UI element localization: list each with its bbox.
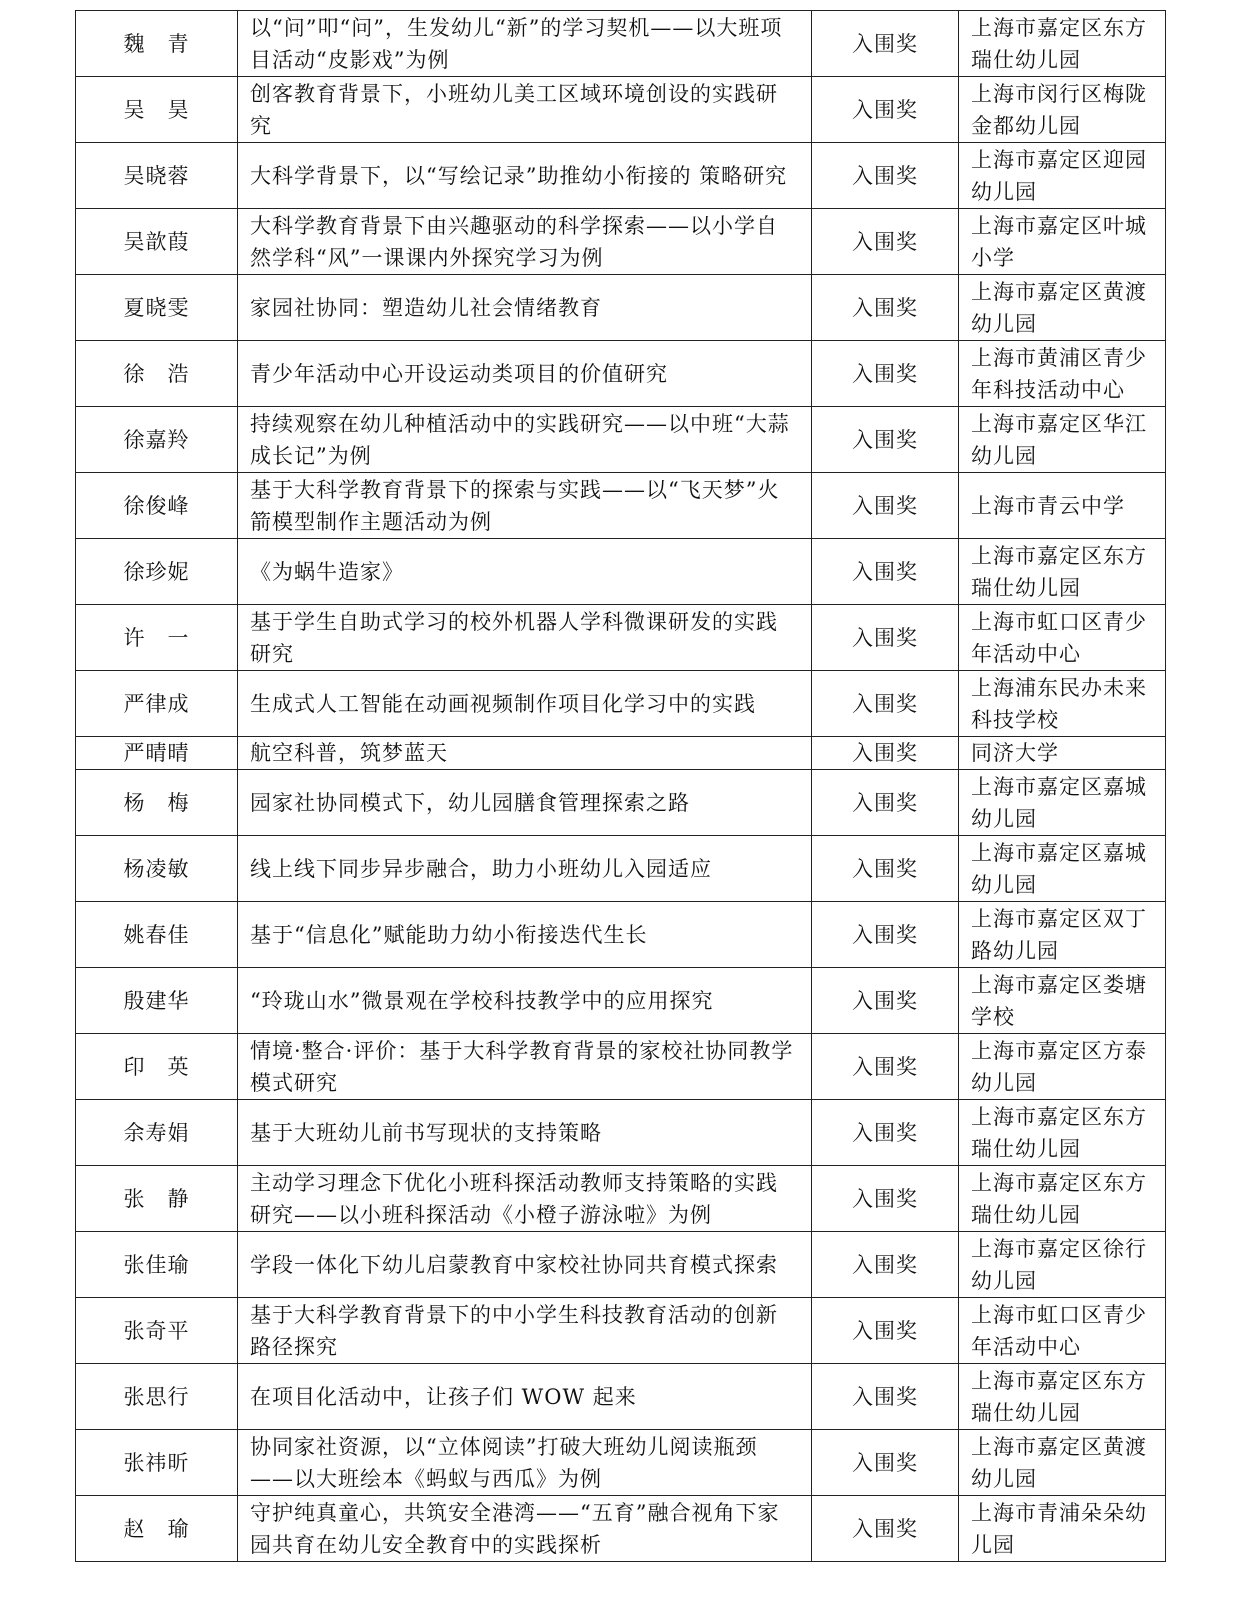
paper-title: 创客教育背景下，小班幼儿美工区域环境创设的实践研究	[238, 77, 812, 143]
author-name: 吴 昊	[76, 77, 238, 143]
author-name: 张奇平	[76, 1298, 238, 1364]
paper-title: 线上线下同步异步融合，助力小班幼儿入园适应	[238, 836, 812, 902]
paper-title: 青少年活动中心开设运动类项目的价值研究	[238, 341, 812, 407]
table-row	[76, 407, 1166, 473]
paper-title: 大科学教育背景下由兴趣驱动的科学探索——以小学自然学科“风”一课课内外探究学习为例	[238, 209, 812, 275]
organization: 上海市虹口区青少年活动中心	[959, 1298, 1166, 1364]
author-name: 杨凌敏	[76, 836, 238, 902]
table-row	[76, 11, 1166, 77]
award-level: 入围奖	[812, 11, 959, 77]
award-level: 入围奖	[812, 1166, 959, 1232]
author-name: 吴歆葭	[76, 209, 238, 275]
author-name: 徐珍妮	[76, 539, 238, 605]
author-name: 严律成	[76, 671, 238, 737]
table-row	[76, 143, 1166, 209]
awards-table	[75, 10, 1166, 1562]
award-level: 入围奖	[812, 671, 959, 737]
award-level: 入围奖	[812, 968, 959, 1034]
table-row	[76, 473, 1166, 539]
organization: 上海市嘉定区徐行幼儿园	[959, 1232, 1166, 1298]
award-level: 入围奖	[812, 836, 959, 902]
author-name: 徐俊峰	[76, 473, 238, 539]
organization: 上海市嘉定区华江幼儿园	[959, 407, 1166, 473]
award-level: 入围奖	[812, 770, 959, 836]
paper-title: 生成式人工智能在动画视频制作项目化学习中的实践	[238, 671, 812, 737]
award-level: 入围奖	[812, 1034, 959, 1100]
award-level: 入围奖	[812, 1232, 959, 1298]
paper-title: 《为蜗牛造家》	[238, 539, 812, 605]
author-name: 徐嘉羚	[76, 407, 238, 473]
author-name: 印 英	[76, 1034, 238, 1100]
award-level: 入围奖	[812, 902, 959, 968]
paper-title: 基于大班幼儿前书写现状的支持策略	[238, 1100, 812, 1166]
table-row	[76, 1298, 1166, 1364]
paper-title: 大科学背景下，以“写绘记录”助推幼小衔接的 策略研究	[238, 143, 812, 209]
table-row	[76, 836, 1166, 902]
organization: 上海市嘉定区黄渡幼儿园	[959, 1430, 1166, 1496]
award-level: 入围奖	[812, 209, 959, 275]
organization: 上海浦东民办未来科技学校	[959, 671, 1166, 737]
paper-title: 家园社协同：塑造幼儿社会情绪教育	[238, 275, 812, 341]
table-row	[76, 275, 1166, 341]
table-row	[76, 77, 1166, 143]
organization: 上海市嘉定区迎园幼儿园	[959, 143, 1166, 209]
award-level: 入围奖	[812, 737, 959, 770]
award-level: 入围奖	[812, 407, 959, 473]
paper-title: 情境·整合·评价：基于大科学教育背景的家校社协同教学模式研究	[238, 1034, 812, 1100]
author-name: 许 一	[76, 605, 238, 671]
table-row	[76, 1364, 1166, 1430]
organization: 上海市虹口区青少年活动中心	[959, 605, 1166, 671]
table-row	[76, 737, 1166, 770]
award-level: 入围奖	[812, 275, 959, 341]
paper-title: 航空科普，筑梦蓝天	[238, 737, 812, 770]
table-row	[76, 1100, 1166, 1166]
organization: 上海市嘉定区双丁路幼儿园	[959, 902, 1166, 968]
paper-title: 园家社协同模式下，幼儿园膳食管理探索之路	[238, 770, 812, 836]
table-row	[76, 539, 1166, 605]
paper-title: 在项目化活动中，让孩子们 WOW 起来	[238, 1364, 812, 1430]
award-level: 入围奖	[812, 539, 959, 605]
table-row	[76, 1166, 1166, 1232]
award-level: 入围奖	[812, 605, 959, 671]
organization: 上海市嘉定区东方瑞仕幼儿园	[959, 1364, 1166, 1430]
author-name: 吴晓蓉	[76, 143, 238, 209]
award-level: 入围奖	[812, 143, 959, 209]
paper-title: 基于“信息化”赋能助力幼小衔接迭代生长	[238, 902, 812, 968]
organization: 上海市嘉定区叶城小学	[959, 209, 1166, 275]
organization: 上海市青浦朵朵幼儿园	[959, 1496, 1166, 1562]
table-row	[76, 902, 1166, 968]
paper-title: “玲珑山水”微景观在学校科技教学中的应用探究	[238, 968, 812, 1034]
organization: 上海市嘉定区东方瑞仕幼儿园	[959, 539, 1166, 605]
table-row	[76, 1034, 1166, 1100]
award-level: 入围奖	[812, 1364, 959, 1430]
award-level: 入围奖	[812, 1496, 959, 1562]
author-name: 严晴晴	[76, 737, 238, 770]
author-name: 姚春佳	[76, 902, 238, 968]
author-name: 徐 浩	[76, 341, 238, 407]
award-level: 入围奖	[812, 77, 959, 143]
table-row	[76, 1430, 1166, 1496]
author-name: 夏晓雯	[76, 275, 238, 341]
paper-title: 学段一体化下幼儿启蒙教育中家校社协同共育模式探索	[238, 1232, 812, 1298]
author-name: 杨 梅	[76, 770, 238, 836]
table-row	[76, 605, 1166, 671]
author-name: 张思行	[76, 1364, 238, 1430]
award-level: 入围奖	[812, 473, 959, 539]
organization: 上海市嘉定区东方瑞仕幼儿园	[959, 1100, 1166, 1166]
award-level: 入围奖	[812, 1430, 959, 1496]
organization: 上海市嘉定区东方瑞仕幼儿园	[959, 11, 1166, 77]
organization: 上海市嘉定区娄塘学校	[959, 968, 1166, 1034]
paper-title: 主动学习理念下优化小班科探活动教师支持策略的实践研究——以小班科探活动《小橙子游泳啦》为例	[238, 1166, 812, 1232]
organization: 同济大学	[959, 737, 1166, 770]
table-row	[76, 1232, 1166, 1298]
author-name: 赵 瑜	[76, 1496, 238, 1562]
author-name: 余寿娟	[76, 1100, 238, 1166]
organization: 上海市嘉定区嘉城幼儿园	[959, 836, 1166, 902]
organization: 上海市闵行区梅陇金都幼儿园	[959, 77, 1166, 143]
award-level: 入围奖	[812, 341, 959, 407]
table-row	[76, 1496, 1166, 1562]
organization: 上海市黄浦区青少年科技活动中心	[959, 341, 1166, 407]
author-name: 张 静	[76, 1166, 238, 1232]
table-row	[76, 671, 1166, 737]
organization: 上海市嘉定区嘉城幼儿园	[959, 770, 1166, 836]
author-name: 殷建华	[76, 968, 238, 1034]
table-row	[76, 770, 1166, 836]
paper-title: 守护纯真童心，共筑安全港湾——“五育”融合视角下家园共育在幼儿安全教育中的实践探析	[238, 1496, 812, 1562]
paper-title: 基于大科学教育背景下的中小学生科技教育活动的创新路径探究	[238, 1298, 812, 1364]
paper-title: 以“问”叩“问”，生发幼儿“新”的学习契机——以大班项目活动“皮影戏”为例	[238, 11, 812, 77]
organization: 上海市嘉定区方泰幼儿园	[959, 1034, 1166, 1100]
organization: 上海市嘉定区黄渡幼儿园	[959, 275, 1166, 341]
table-row	[76, 209, 1166, 275]
author-name: 张佳瑜	[76, 1232, 238, 1298]
author-name: 魏 青	[76, 11, 238, 77]
paper-title: 协同家社资源，以“立体阅读”打破大班幼儿阅读瓶颈——以大班绘本《蚂蚁与西瓜》为例	[238, 1430, 812, 1496]
award-level: 入围奖	[812, 1298, 959, 1364]
table-row	[76, 341, 1166, 407]
paper-title: 基于大科学教育背景下的探索与实践——以“飞天梦”火箭模型制作主题活动为例	[238, 473, 812, 539]
organization: 上海市嘉定区东方瑞仕幼儿园	[959, 1166, 1166, 1232]
organization: 上海市青云中学	[959, 473, 1166, 539]
award-level: 入围奖	[812, 1100, 959, 1166]
table-row	[76, 968, 1166, 1034]
paper-title: 基于学生自助式学习的校外机器人学科微课研发的实践研究	[238, 605, 812, 671]
author-name: 张祎昕	[76, 1430, 238, 1496]
paper-title: 持续观察在幼儿种植活动中的实践研究——以中班“大蒜成长记”为例	[238, 407, 812, 473]
